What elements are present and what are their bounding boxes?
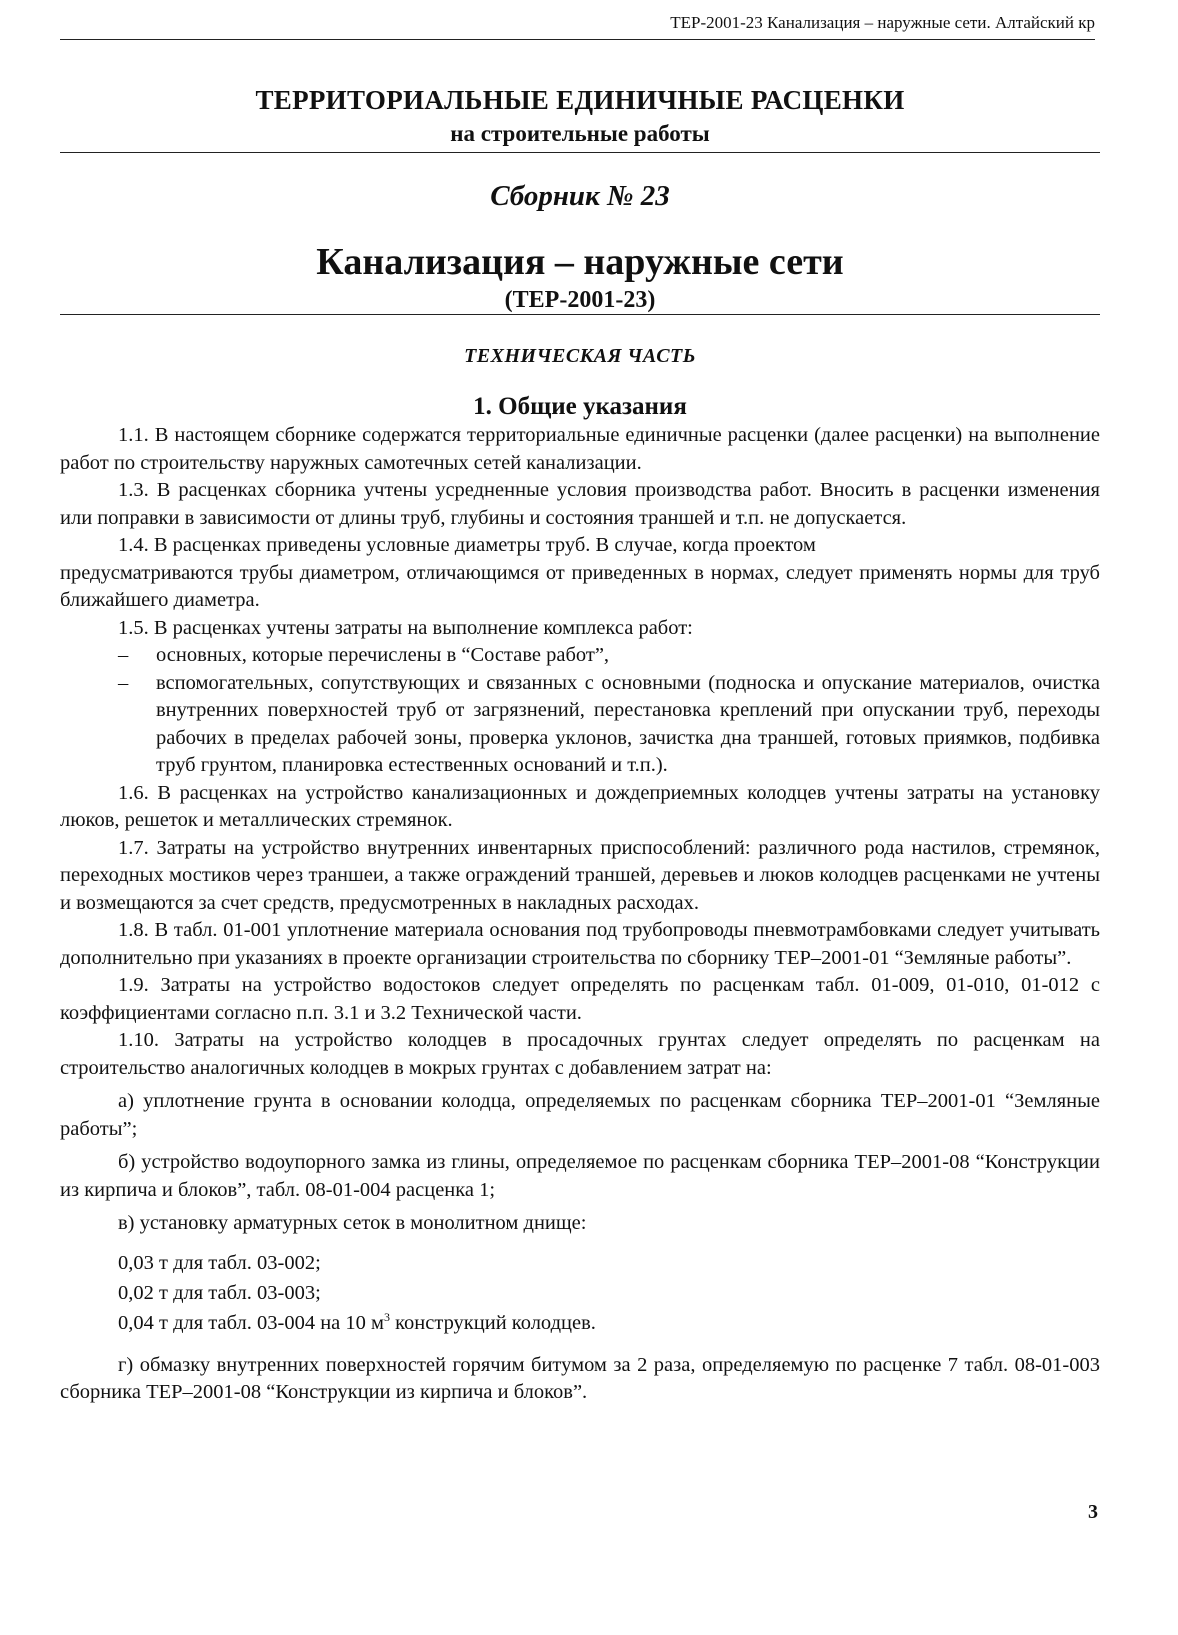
dash-bullet: – [118,671,129,694]
dash-bullet: – [118,644,129,666]
quantity-line: 0,02 т для табл. 03-003; [118,1281,321,1304]
list-item-text: вспомогательных, сопутствующих и связанных с основными (подноска и опускание материалов, очистка внутренних поверхностей труб от загрязнений, перестановка креплений при опускании труб, переходы рабочих в пределах рабочей зоны, проверка уклонов, зачистка дна траншей, готовых приямков, подбивка труб грунтом, планировка естественных оснований и т.п.). [156,671,1100,776]
paragraph-1-4-line1: 1.4. В расценках приведены условные диаметры труб. В случае, когда проектом [118,534,816,556]
title-divider [60,152,1100,153]
paragraph-1-3: 1.3. В расценках сборника учтены усредненные условия производства работ. Вносить в расценки изменения или поправки в зависимости от длины труб, глубины и состояния траншей и т.п. не допускается. [60,479,1100,529]
paragraph-1-5: 1.5. В расценках учтены затраты на выполнение комплекса работ: [118,616,693,639]
quantity-line [118,1308,1100,1338]
section-title: 1. Общие указания [473,393,687,420]
paragraph-1-4-continued: предусматриваются трубы диаметром, отличающимся от приведенных в нормах, следует применять нормы для труб ближайшего диаметра. [60,561,1100,611]
part-title: ТЕХНИЧЕСКАЯ ЧАСТЬ [464,345,696,367]
collection-number: Сборник № 23 [490,180,670,212]
paragraph-1-10: 1.10. Затраты на устройство колодцев в просадочных грунтах следует определять по расценкам на строительство аналогичных колодцев в мокрых грунтах с добавлением затрат на: [60,1029,1100,1079]
quantity-line: 0,03 т для табл. 03-002; [118,1251,321,1274]
paragraph-1-9: 1.9. Затраты на устройство водостоков следует определять по расценкам табл. 01-009, 01-010, 01-012 с коэффициентами согласно п.п. 3.1 и 3.2 Технической части. [60,974,1100,1024]
superscript: 3 [384,1309,390,1324]
document-subtitle: на строительные работы [450,121,710,146]
rebar-quantities [60,1248,1100,1338]
list-item-text: основных, которые перечислены в “Составе работ”, [156,644,610,666]
running-header: ТЕР-2001-23 Канализация – наружные сети. Алтайский кр [60,12,1095,40]
work-list [60,642,1100,780]
paragraph-1-10-c: в) установку арматурных сеток в монолитном днище: [118,1212,587,1234]
document-body [60,422,1100,1407]
quantity-text: конструкций колодцев. [390,1311,596,1334]
paragraph-1-1: 1.1. В настоящем сборнике содержатся территориальные единичные расценки (далее расценки) на выполнение работ по строительству наружных самотечных сетей канализации. [60,424,1100,474]
paragraph-1-7: 1.7. Затраты на устройство внутренних инвентарных приспособлений: различного рода настилов, стремянок, переходных мостиков через траншеи, а также ограждений траншей, деревьев и люков колодцев расценками не учтены и возмещаются за счет средств, предусмотренных в накладных расходах. [60,836,1100,914]
collection-code: (ТЕР-2001-23) [504,287,656,313]
paragraph-1-6: 1.6. В расценках на устройство канализационных и дождеприемных колодцев учтены затраты на установку люков, решеток и металлических стремянок. [60,781,1100,831]
document-title: ТЕРРИТОРИАЛЬНЫЕ ЕДИНИЧНЫЕ РАСЦЕНКИ [255,85,905,115]
paragraph-1-8: 1.8. В табл. 01-001 уплотнение материала основания под трубопроводы пневмотрамбовками следует учитывать дополнительно при указаниях в проекте организации строительства по сборнику ТЕР–2001-01 “Земляные работы”. [60,919,1100,969]
paragraph-1-10-a: а) уплотнение грунта в основании колодца, определяемых по расценкам сборника ТЕР–2001-01 “Земляные работы”; [60,1090,1100,1140]
quantity-text: 0,04 т для табл. 03-004 на 10 м [118,1311,384,1334]
collection-name: Канализация – наружные сети [316,241,844,283]
page-number: 3 [1088,1501,1098,1523]
collection-divider [60,314,1100,315]
list-item [60,642,1100,670]
paragraph-1-10-d: г) обмазку внутренних поверхностей горячим битумом за 2 раза, определяемую по расценке 7 табл. 08-01-003 сборника ТЕР–2001-08 “Конструкции из кирпича и блоков”. [60,1353,1100,1403]
list-item [60,670,1100,780]
paragraph-1-10-b: б) устройство водоупорного замка из глины, определяемое по расценкам сборника ТЕР–2001-08 “Конструкции из кирпича и блоков”, табл. 08-01-004 расценка 1; [60,1151,1100,1201]
